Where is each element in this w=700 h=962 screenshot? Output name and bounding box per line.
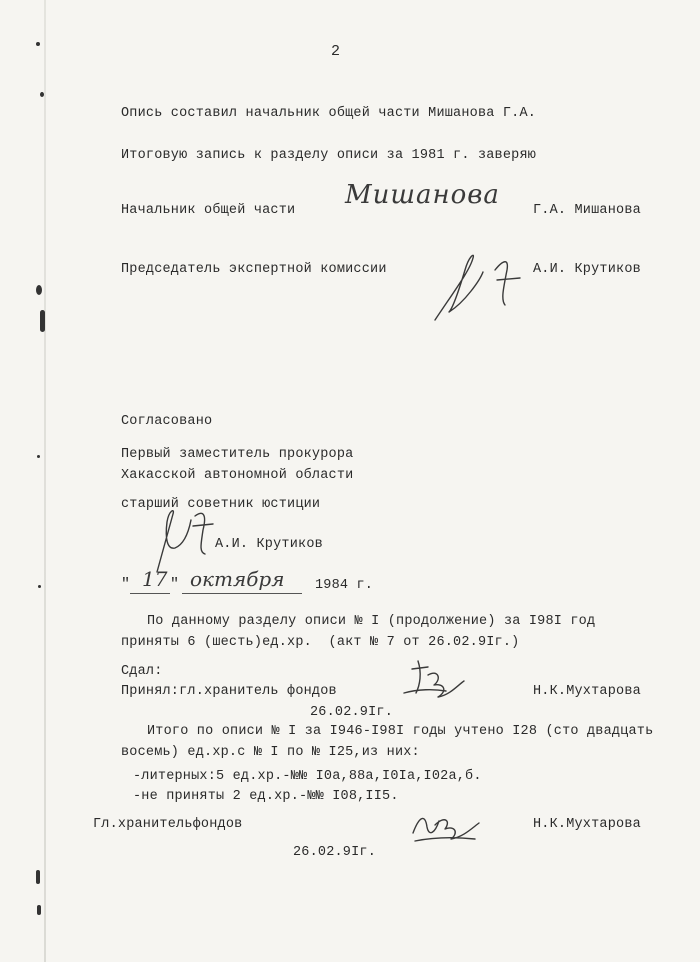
date-day: 17 (142, 567, 168, 591)
signature-mukhtarova-2 (405, 803, 495, 848)
chief-keeper-title: Гл.хранительфондов (93, 817, 243, 832)
page-number: 2 (331, 43, 341, 60)
signature-krutikov-1 (425, 250, 535, 325)
signature-mukhtarova-1 (398, 655, 473, 705)
scan-blot (37, 455, 40, 458)
received-title: Принял:гл.хранитель фондов (121, 684, 337, 699)
total-line-2: восемь) ед.хр.с № I по № I25,из них: (121, 745, 420, 760)
deputy-name: А.И. Крутиков (215, 537, 323, 552)
received-name: Н.К.Мухтарова (533, 684, 641, 699)
chief-keeper-name: Н.К.Мухтарова (533, 817, 641, 832)
scan-blot (36, 285, 42, 295)
date-close-quote: " (170, 576, 180, 593)
not-accepted-line: -не приняты 2 ед.хр.-№№ I08,II5. (133, 789, 399, 804)
final-record-line: Итоговую запись к разделу описи за 1981 г. заверяю (121, 148, 537, 163)
signature-mishanova: Мишанова (345, 180, 500, 210)
section-accepted-line-2: приняты 6 (шесть)ед.хр. (акт № 7 от 26.02.9Iг.) (121, 635, 520, 650)
rank-line: старший советник юстиции (121, 497, 321, 512)
date-day-underline (130, 593, 170, 594)
scan-blot (36, 870, 40, 884)
scan-blot (37, 905, 41, 915)
date-year: 1984 г. (315, 578, 374, 593)
date-open-quote: " (121, 576, 131, 593)
scan-blot (38, 585, 41, 588)
final-date: 26.02.9Iг. (293, 845, 377, 860)
total-line-1: Итого по описи № I за I946-I98I годы учтено I28 (сто двадцать (147, 724, 654, 739)
agreed-heading: Согласовано (121, 414, 213, 429)
deputy-title: Первый заместитель прокурора (121, 447, 354, 462)
page-edge (44, 0, 46, 962)
region-line: Хакасской автономной области (121, 468, 354, 483)
scan-blot (40, 310, 45, 332)
head-general-name: Г.А. Мишанова (533, 203, 641, 218)
compiled-by-line: Опись составил начальник общей части Мишанова Г.А. (121, 106, 537, 121)
received-date: 26.02.9Iг. (310, 705, 394, 720)
head-general-title: Начальник общей части (121, 203, 296, 218)
date-month: октября (190, 567, 285, 591)
scan-blot (36, 42, 40, 46)
section-accepted-line-1: По данному разделу описи № I (продолжение) за I98I год (147, 614, 596, 629)
literal-line: -литерных:5 ед.хр.-№№ I0а,88а,I0Iа,I02а,б. (133, 769, 482, 784)
scan-blot (40, 92, 44, 97)
handed-label: Сдал: (121, 664, 163, 679)
expert-chair-name: А.И. Крутиков (533, 262, 641, 277)
date-month-underline (182, 593, 302, 594)
expert-chair-title: Председатель экспертной комиссии (121, 262, 387, 277)
